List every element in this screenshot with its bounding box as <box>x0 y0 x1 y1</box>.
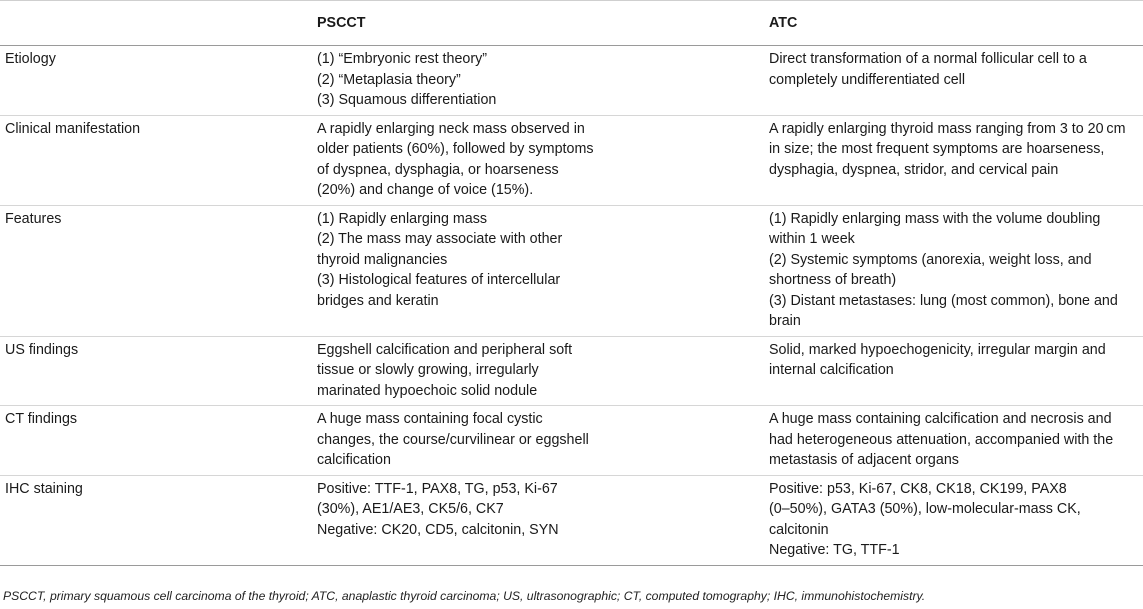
table-row <box>0 336 1143 406</box>
cell-line: Eggshell calcification and peripheral soft <box>317 341 573 358</box>
row-label: Features <box>0 205 312 336</box>
cell-line: changes, the course/curvilinear or eggshell <box>317 431 589 448</box>
cell-line: (2) Systemic symptoms (anorexia, weight loss, and <box>769 251 1092 268</box>
cell-line: Direct transformation of a normal follicular cell to a <box>769 51 1087 67</box>
cell-line: (1) “Embryonic rest theory” <box>317 51 488 67</box>
cell-line: tissue or slowly growing, irregularly <box>317 362 539 378</box>
cell-line: Positive: p53, Ki-67, CK8, CK18, CK199, PAX8 <box>769 480 1067 497</box>
cell-line: (0–50%), GATA3 (50%), low-molecular-mass CK, <box>769 501 1081 517</box>
cell-atc <box>764 46 1143 116</box>
cell-line: in size; the most frequent symptoms are hoarseness, <box>769 141 1105 157</box>
cell-line: (2) The mass may associate with other <box>317 231 563 247</box>
cell-line: (20%) and change of voice (15%). <box>317 182 534 198</box>
cell-line: A rapidly enlarging neck mass observed in <box>317 120 585 137</box>
cell-line: had heterogeneous attenuation, accompanied with the <box>769 431 1114 448</box>
header-atc: ATC <box>764 1 1143 46</box>
cell-line: (2) “Metaplasia theory” <box>317 71 461 88</box>
cell-line: (3) Histological features of intercellular <box>317 272 561 288</box>
cell-atc <box>764 475 1143 565</box>
cell-pscct <box>312 475 764 565</box>
cell-line: dysphagia, dyspnea, stridor, and cervical pain <box>769 161 1059 178</box>
cell-line: shortness of breath) <box>769 272 897 288</box>
cell-line: calcification <box>317 452 391 468</box>
cell-line: marinated hypoechoic solid nodule <box>317 382 538 399</box>
cell-pscct <box>312 46 764 116</box>
cell-line: older patients (60%), followed by symptoms <box>317 141 594 157</box>
row-label: US findings <box>0 336 312 406</box>
cell-atc <box>764 336 1143 406</box>
header-empty <box>0 1 312 46</box>
cell-line: bridges and keratin <box>317 292 439 309</box>
cell-line: (3) Distant metastases: lung (most common), bone and <box>769 292 1118 309</box>
cell-line: (3) Squamous differentiation <box>317 92 497 108</box>
cell-pscct <box>312 336 764 406</box>
row-label: IHC staining <box>0 475 312 565</box>
cell-line: completely undifferentiated cell <box>769 71 966 88</box>
cell-atc <box>764 205 1143 336</box>
table-row <box>0 475 1143 565</box>
cell-line: (30%), AE1/AE3, CK5/6, CK7 <box>317 501 504 517</box>
cell-atc <box>764 115 1143 205</box>
cell-pscct <box>312 115 764 205</box>
cell-line: Negative: CK20, CD5, calcitonin, SYN <box>317 521 559 538</box>
cell-line: of dyspnea, dysphagia, or hoarseness <box>317 161 559 178</box>
table-row <box>0 115 1143 205</box>
cell-pscct <box>312 205 764 336</box>
table-header-row <box>0 1 1143 46</box>
cell-line: A huge mass containing focal cystic <box>317 411 543 427</box>
cell-line: (1) Rapidly enlarging mass <box>317 210 488 227</box>
cell-pscct <box>312 406 764 476</box>
cell-line: thyroid malignancies <box>317 251 448 268</box>
row-label: Clinical manifestation <box>0 115 312 205</box>
cell-line: A rapidly enlarging thyroid mass ranging from 3 to 20 cm <box>769 120 1126 137</box>
table-body <box>0 46 1143 566</box>
cell-line: within 1 week <box>769 231 855 247</box>
cell-line: Solid, marked hypoechogenicity, irregular margin and <box>769 341 1106 358</box>
row-label: CT findings <box>0 406 312 476</box>
header-pscct: PSCCT <box>312 1 764 46</box>
cell-line: (1) Rapidly enlarging mass with the volume doubling <box>769 210 1101 227</box>
cell-line: Negative: TG, TTF-1 <box>769 542 900 558</box>
cell-line: internal calcification <box>769 362 894 378</box>
table-row <box>0 46 1143 116</box>
table-footnote: PSCCT, primary squamous cell carcinoma of the thyroid; ATC, anaplastic thyroid carcinoma; US, ultrasonographic; CT, computed tomography; IHC, immunohistochemistry. <box>3 589 926 603</box>
cell-line: brain <box>769 313 801 329</box>
table-row <box>0 406 1143 476</box>
cell-atc <box>764 406 1143 476</box>
cell-line: metastasis of adjacent organs <box>769 452 959 468</box>
cell-line: Positive: TTF-1, PAX8, TG, p53, Ki-67 <box>317 480 558 497</box>
cell-line: A huge mass containing calcification and necrosis and <box>769 411 1112 427</box>
cell-line: calcitonin <box>769 521 829 538</box>
table-row <box>0 205 1143 336</box>
row-label: Etiology <box>0 46 312 116</box>
